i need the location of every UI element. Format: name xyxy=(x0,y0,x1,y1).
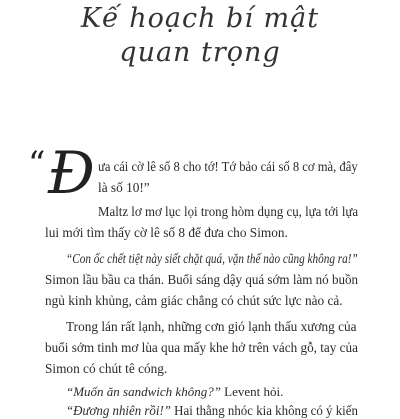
body-line: lui mới tìm thấy cờ lê số 8 để đưa cho Simon. xyxy=(45,225,288,240)
body-line: Simon có chút tê cóng. xyxy=(45,361,168,376)
drop-cap xyxy=(28,139,102,210)
body-line: là số 10!” xyxy=(98,180,150,195)
body-line: Maltz lơ mơ lục lọi trong hòm dụng cụ, lựa tới lựa xyxy=(98,204,359,219)
body-line: Simon lầu bầu ca thán. Buổi sáng dậy quá sớm làm nó buồn xyxy=(45,272,359,287)
drop-cap-open-quote: “ xyxy=(28,144,46,184)
chapter-title-line-1: Kế hoạch bí mật xyxy=(80,3,320,34)
body-line: Trong lán rất lạnh, những cơn gió lạnh thấu xương của xyxy=(66,319,357,334)
body-line: “Muốn ăn sandwich không?” Levent hỏi. xyxy=(66,384,284,399)
body-line: ưa cái cờ lê số 8 cho tớ! Tớ bảo cái số 8 cơ mà, đây xyxy=(98,159,358,174)
body-line: buổi sớm tinh mơ lùa qua mấy khe hở trên vách gỗ, tay của xyxy=(45,340,358,355)
body-line: ngủ kinh khủng, cảm giác chẳng có chút sức lực nào cả. xyxy=(45,293,343,308)
body-line: “Con ốc chết tiệt này siết chặt quá, vặn thế nào cũng không ra!” xyxy=(66,251,358,266)
chapter-title-line-2: quan trọng xyxy=(119,37,281,68)
drop-cap-letter: Đ xyxy=(48,139,95,207)
body-line: “Đương nhiên rồi!” Hai thằng nhóc kia không có ý kiến xyxy=(66,403,358,418)
